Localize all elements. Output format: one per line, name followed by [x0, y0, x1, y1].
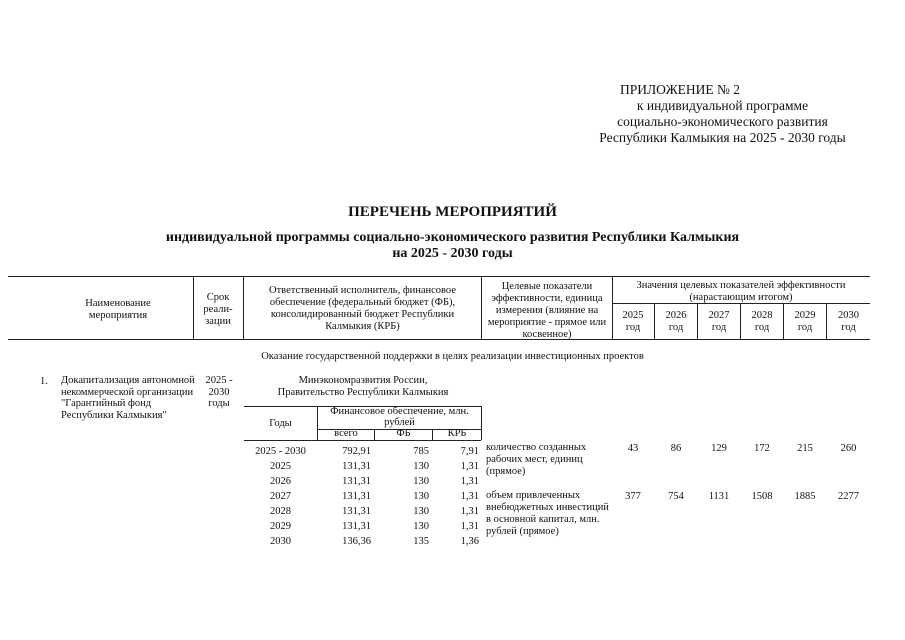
fin-cell-total: 131,31	[342, 521, 371, 532]
fin-cell-fb: 130	[413, 506, 429, 517]
fin-rows	[244, 445, 481, 550]
fin-cell-krb: 7,91	[460, 446, 479, 457]
indicator-2-value-2026: 754	[668, 491, 684, 502]
fin-header-fb: ФБ	[396, 428, 411, 439]
table-row	[244, 520, 481, 535]
fin-cell-krb: 1,31	[460, 476, 479, 487]
document-subtitle-line-1: индивидуальной программы социально-экономического развития Республики Калмыкия	[165, 230, 740, 245]
fin-divider-4	[481, 406, 482, 440]
fin-cell-year: 2029	[270, 521, 291, 532]
header-executor: Ответственный исполнитель, финансовое обеспечение (федеральный бюджет (ФБ), консолидированный бюджет Республики Калмыкия (КРБ)	[269, 285, 456, 332]
appendix-line-2: социально-экономического развития	[617, 114, 828, 129]
fin-cell-year: 2025	[270, 461, 291, 472]
col-divider-2	[243, 276, 244, 339]
fin-cell-krb: 1,31	[460, 461, 479, 472]
header-indicators: Целевые показатели эффективности, единица измерения (влияние на мероприятие - прямое или косвенное)	[487, 281, 607, 340]
table-header-bottom-border	[8, 339, 870, 340]
fin-cell-year: 2027	[270, 491, 291, 502]
header-term: Срок реали-зации	[203, 292, 233, 327]
fin-cell-krb: 1,36	[460, 536, 479, 547]
header-year-2030: 2030 год	[838, 310, 859, 333]
table-row	[244, 445, 481, 460]
fin-cell-krb: 1,31	[460, 491, 479, 502]
fin-header-krb: КРБ	[447, 428, 467, 439]
table-row	[244, 490, 481, 505]
fin-bottom-border	[244, 440, 481, 441]
indicator-2-value-2025: 377	[625, 491, 641, 502]
fin-cell-fb: 130	[413, 491, 429, 502]
col-divider-3	[481, 276, 482, 339]
item-executor: Минэкономразвития России, Правительство Республики Калмыкия	[277, 375, 449, 398]
indicator-2-value-2028: 1508	[751, 491, 773, 502]
document-subtitle	[0, 230, 905, 262]
fin-cell-total: 136,36	[342, 536, 371, 547]
fin-header-financing: Финансовое обеспечение, млн. рублей	[330, 406, 469, 428]
indicator-1-value-2028: 172	[754, 443, 770, 454]
header-values: Значения целевых показателей эффективности (нарастающим итогом)	[636, 280, 846, 303]
indicator-1-value-2029: 215	[797, 443, 813, 454]
document-title: ПЕРЕЧЕНЬ МЕРОПРИЯТИЙ	[348, 204, 557, 220]
fin-cell-year: 2025 - 2030	[255, 446, 306, 457]
header-year-2025: 2025 год	[622, 310, 644, 333]
indicator-2-value-2027: 1131	[708, 491, 730, 502]
fin-cell-total: 131,31	[342, 476, 371, 487]
fin-cell-fb: 130	[413, 476, 429, 487]
fin-cell-fb: 135	[413, 536, 429, 547]
item-term: 2025 - 2030 годы	[205, 375, 233, 409]
section-heading: Оказание государственной поддержки в целях реализации инвестиционных проектов	[261, 351, 644, 362]
header-year-2026: 2026 год	[665, 310, 687, 333]
header-name: Наименование мероприятия	[85, 298, 151, 321]
appendix-line-1: к индивидуальной программе	[636, 98, 809, 113]
appendix-line-3: Республики Калмыкия на 2025 - 2030 годы	[599, 130, 846, 145]
appendix-block	[540, 82, 905, 146]
fin-header-total: всего	[334, 428, 358, 439]
indicator-name-2: объем привлеченных внебюджетных инвестиций в основной капитал, млн. рублей (прямое)	[486, 490, 609, 537]
table-row	[244, 475, 481, 490]
indicator-1-value-2027: 129	[711, 443, 727, 454]
fin-cell-year: 2030	[270, 536, 291, 547]
indicator-2-value-2029: 1885	[794, 491, 816, 502]
fin-cell-fb: 130	[413, 461, 429, 472]
table-row	[244, 460, 481, 475]
fin-cell-fb: 130	[413, 521, 429, 532]
fin-cell-total: 131,31	[342, 506, 371, 517]
fin-header-years: Годы	[269, 418, 292, 429]
indicator-1-value-2025: 43	[627, 443, 639, 454]
fin-cell-krb: 1,31	[460, 506, 479, 517]
fin-cell-fb: 785	[413, 446, 429, 457]
fin-cell-total: 131,31	[342, 491, 371, 502]
indicator-1-value-2026: 86	[670, 443, 682, 454]
col-divider-1	[193, 276, 194, 339]
table-row	[244, 535, 481, 550]
table-row	[244, 505, 481, 520]
indicator-1-value-2030: 260	[840, 443, 857, 454]
fin-cell-krb: 1,31	[460, 521, 479, 532]
fin-cell-year: 2028	[270, 506, 291, 517]
fin-cell-total: 131,31	[342, 461, 371, 472]
header-year-2028: 2028 год	[751, 310, 773, 333]
indicator-2-value-2030: 2277	[838, 491, 859, 502]
header-year-2027: 2027 год	[708, 310, 730, 333]
header-year-2029: 2029 год	[794, 310, 816, 333]
item-number: 1.	[40, 376, 48, 387]
table-top-border	[8, 276, 870, 277]
appendix-title: ПРИЛОЖЕНИЕ № 2	[620, 82, 741, 97]
fin-cell-total: 792,91	[342, 446, 371, 457]
fin-cell-year: 2026	[270, 476, 291, 487]
item-name: Докапитализация автономной некоммерческой организации "Гарантийный фонд Республики Калмыкия"	[61, 375, 195, 421]
document-subtitle-line-2: на 2025 - 2030 годы	[392, 246, 513, 261]
indicator-name-1: количество созданных рабочих мест, единиц (прямое)	[486, 442, 587, 477]
